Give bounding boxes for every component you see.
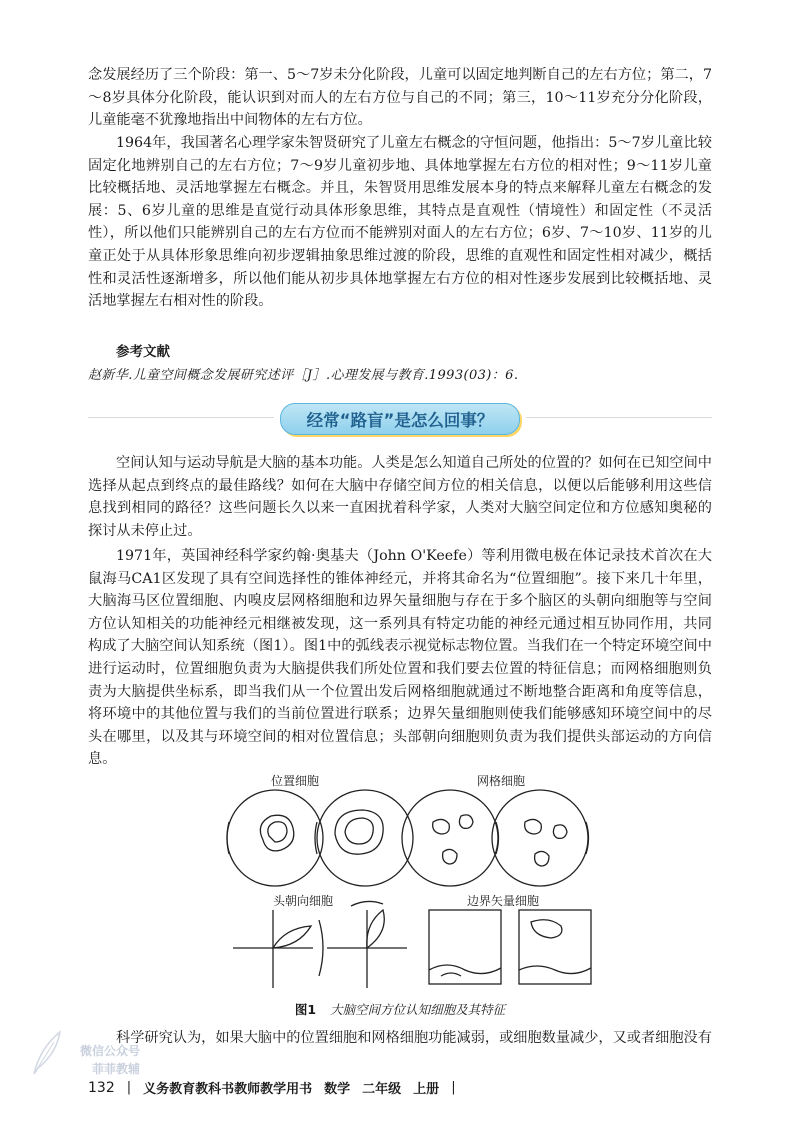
- figure-1-drawing: [215, 770, 595, 1000]
- watermark: [30, 1028, 140, 1078]
- head-direction-landmark-arc-1: [319, 920, 323, 976]
- grid-field-c: [443, 849, 457, 864]
- grid-cell-arena-2: [492, 790, 588, 886]
- head-direction-lobe-1: [273, 926, 311, 948]
- intro-paragraph-2: 1964年，我国著名心理学家朱智贤研究了儿童左右概念的守恒问题，他指出：5～7岁儿童比较固定化地辨别自己的左右方位；7～9岁儿童初步地、具体地掌握左右方位的相对性；9～11岁儿童比较概括地、灵活地掌握左右概念。并且，朱智贤用思维发展本身的特点来解释儿童左右概念的发展：5、6岁儿童的思维是直觉行动具体形象思维，其特点是直观性（情境性）和固定性（不灵活性），所以他们只能辨别自己的左右方位而不能辨别对面人的左右方位；6岁、7～10岁、11岁的儿童正处于从具体形象思维向初步逻辑抽象思维过渡的阶段，思维的直观性和固定性相对减少，概括性和灵活性逐渐增多，所以他们能从初步具体地掌握左右方位的相对性逐步发展到比较概括地、灵活地掌握左右相对性的阶段。: [88, 135, 712, 310]
- volume: 上册: [413, 1082, 440, 1097]
- banner-rule-left: [88, 417, 274, 418]
- watermark-line-2: 菲菲教辅: [91, 1062, 140, 1076]
- section-title-banner: [280, 403, 520, 435]
- grade: 二年级: [362, 1082, 402, 1097]
- footer-divider-icon-end: |: [451, 1080, 456, 1095]
- place-cell-field-1: [260, 815, 293, 851]
- label-grid-cell: 网格细胞: [477, 774, 526, 788]
- label-place-cell: 位置细胞: [271, 774, 320, 788]
- book-title: 义务教育教科书教师教学用书: [143, 1082, 313, 1097]
- grid-field-b: [459, 815, 473, 829]
- section-title: 经常“路盲”是怎么回事？: [306, 411, 494, 430]
- place-cell-arena-2: [317, 790, 413, 886]
- section-paragraph-1: 空间认知与运动导航是大脑的基本功能。人类是怎么知道自己所处的位置的？如何在已知空间中选择从起点到终点的最佳路线？如何在大脑中存储空间方位的相关信息，以便以后能够利用这些信息找到相同的路径？这些问题长久以来一直困扰着科学家，人类对大脑空间定位和方位感知奥秘的探讨从未停止过。: [88, 455, 712, 539]
- footer-divider-icon: |: [126, 1080, 132, 1095]
- reference-item: 赵新华.儿童空间概念发展研究述评［J］.心理发展与教育.1993(03)：6.: [88, 368, 519, 383]
- feather-icon: [30, 1028, 64, 1078]
- boundary-field-2: [531, 920, 562, 938]
- label-boundary-vector-cell: 边界矢量细胞: [467, 894, 540, 908]
- figure-caption-text: 大脑空间方位认知细胞及其特征: [330, 1002, 506, 1017]
- head-direction-lobe-2: [367, 910, 384, 948]
- page-footer: [88, 1078, 456, 1097]
- figure-1: [215, 770, 595, 1000]
- figure-caption: [0, 1000, 800, 1018]
- grid-field-a: [433, 819, 450, 834]
- grid-cell-arena-1: [402, 790, 498, 886]
- section-paragraph-2: 1971年，英国神经科学家约翰·奥基夫（John O'Keefe）等利用微电极在体记录技术首次在大鼠海马CA1区发现了具有空间选择性的锥体神经元，并将其命名为“位置细胞”。接下来几十年里，大脑海马区位置细胞、内嗅皮层网格细胞和边界矢量细胞与存在于多个脑区的头朝向细胞等与空间方位认知相关的功能神经元相继被发现，这一系列具有特定功能的神经元通过相互协同作用，共同构成了大脑空间认知系统（图1）。图1中的弧线表示视觉标志物位置。当我们在一个特定环境空间中进行运动时，位置细胞负责为大脑提供我们所处位置和我们要去位置的特征信息；而网格细胞则负责为大脑提供坐标系，即当我们从一个位置出发后网格细胞就通过不断地整合距离和角度等信息，将环境中的其他位置与我们的当前位置进行联系；边界矢量细胞则使我们能够感知环境空间中的尽头在哪里，以及其与环境空间的相对位置信息；头部朝向细胞则负责为我们提供头部运动的方向信息。: [88, 548, 712, 768]
- head-direction-landmark-arc-2: [351, 901, 383, 906]
- place-cell-arena-1: [227, 790, 323, 886]
- subject: 数学: [324, 1082, 351, 1097]
- intro-paragraph-1: 念发展经历了三个阶段：第一、5～7岁未分化阶段，儿童可以固定地判断自己的左右方位；第二，7～8岁具体分化阶段，能认识到对而人的左右方位与自己的不同；第三，10～11岁充分分化阶段，儿童能毫不犹豫地指出中间物体的左右方位。: [88, 67, 712, 129]
- place-cell-field-2: [335, 810, 383, 854]
- banner-rule-right: [526, 417, 712, 418]
- figure-number: 图1: [294, 1002, 317, 1017]
- boundary-field-1: [429, 965, 501, 974]
- label-head-direction-cell: 头朝向细胞: [273, 894, 334, 908]
- watermark-line-1: 微信公众号: [79, 1044, 140, 1058]
- references-heading: 参考文献: [116, 344, 170, 360]
- page-number: 132: [88, 1079, 115, 1096]
- section-paragraph-3: 科学研究认为，如果大脑中的位置细胞和网格细胞功能减弱，或细胞数量减少，又或者细胞没有: [116, 1030, 712, 1046]
